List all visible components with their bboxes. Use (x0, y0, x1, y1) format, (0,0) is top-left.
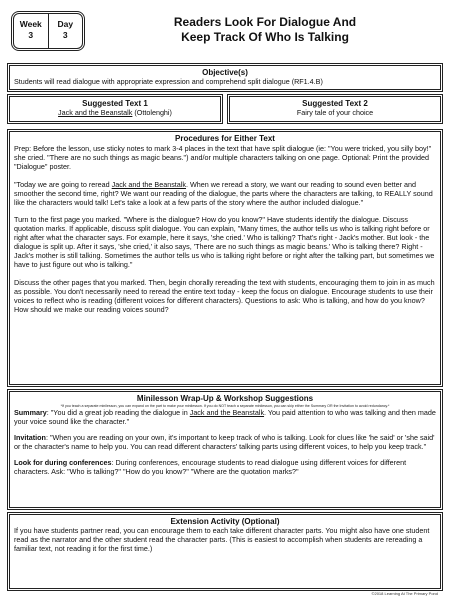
objective-box (9, 65, 441, 90)
invitation-label: Invitation (14, 432, 46, 442)
procedures-other-pages: Discuss the other pages that you marked. Then, begin chorally rereading the text with students, encouraging them to join in as much as possible. You don't necessarily need to reread the entire text today - keep the focus on dialogue. Encourage students to use their voices to reflect who is reading (different voices for different characters). Questions to ask: Who is talking, and how do you know? How should we make our reading voices sound? (14, 277, 435, 314)
procedures-intro-book: Jack and the Beanstalk (111, 179, 186, 189)
suggested-text-2-heading: Suggested Text 2 (302, 99, 368, 108)
week-number: 3 (28, 30, 34, 40)
suggested-text-2-text: Fairy tale of your choice (296, 108, 374, 117)
page-title (95, 15, 435, 45)
copyright-footer: ©2018 Learning At The Primary Pond (371, 591, 438, 596)
procedures-heading: Procedures for Either Text (175, 134, 275, 143)
suggested-text-1-heading: Suggested Text 1 (82, 99, 148, 108)
day-cell (48, 14, 83, 48)
title-line-2: Keep Track Of Who Is Talking (181, 30, 349, 44)
title-line-1: Readers Look For Dialogue And (173, 15, 357, 29)
invitation-text: : "When you are reading on your own, it's important to keep track of who is talking. Look for clues like 'he said' or 'she said' or the character's name to help you. You can read different characters' talking parts using different voices, to help you keep track." (14, 432, 435, 451)
suggested-text-1-box (9, 96, 221, 122)
conferences-text: : During conferences, encourage students to read dialogue using different voices for different characters. Ask: "Who is talking?" "How do you know?" "Where are the quotation marks?" (14, 457, 407, 476)
minilesson-summary (14, 409, 436, 427)
week-label: Week (19, 19, 42, 29)
summary-book: Jack and the Beanstalk (189, 408, 265, 417)
summary-text-b: . You paid attention to who was talking and then made your voice sound like the character." (14, 408, 436, 426)
extension-text: If you have students partner read, you can encourage them to each take different character parts. You might also have one student read as the narrator and the other student read the character parts. (This is easiest to accomplish when students are rereading a familiar text, not reading it for the first time.) (14, 526, 430, 553)
minilesson-heading: Minilesson Wrap-Up & Workshop Suggestions (136, 394, 314, 403)
summary-text-a: : "You did a great job reading the dialogue in (46, 408, 190, 417)
suggested-text-2-box (229, 96, 441, 122)
procedures-first-page: Turn to the first page you marked. "Where is the dialogue? How do you know?" Have students identify the dialogue. Discuss quotation marks. If applicable, discuss split dialogue. You can explain, "Many times, the author tells us who is talking right before or right after what the character says. For example, here it says, 'she cried.' Who is talking? That's right - Jack's mother. But look - the dialogue is split up. After it says, 'she cried,' it also says, 'There are no such things as magic beans.' Who is talking there? Right - Jack's mother is still talking. Sometimes the author tells us who is talking right before or right after the talking part, but sometimes we have to just figure out who is talking." (14, 215, 435, 269)
day-number: 3 (62, 30, 68, 40)
day-label: Day (57, 19, 74, 29)
conferences-label: Look for during conferences (14, 457, 112, 467)
suggested-text-1-author: (Ottolenghi) (132, 108, 172, 117)
objective-text: Students will read dialogue with appropriate expression and comprehend split dialogue (RF1.4.B) (14, 77, 323, 86)
procedures-intro-a: "Today we are going to reread (14, 179, 112, 189)
week-cell (14, 14, 48, 48)
minilesson-body (14, 409, 436, 476)
week-day-badge (13, 13, 83, 49)
minilesson-invitation (14, 434, 436, 452)
procedures-intro (14, 181, 436, 208)
minilesson-fine-print: *If you teach a separate minilesson, you can expand on the part to make your minilesson. If you do NOT teach a separate minilesson, you can skip either the Summary OR the Invitation to avoid redundancy.* (60, 404, 390, 408)
procedures-prep: Prep: Before the lesson, use sticky notes to mark 3-4 places in the text that have split dialogue (ie: "You were tricked, you silly boy!" she cried. "There are no such things as magic beans.") and/or multiple characters talking on one page. Optional: Print the provided "Dialogue" poster. (14, 144, 432, 171)
procedures-intro-b: . When we reread a story, we want our reading to sound even better and smoother the second time, right? We want our reading of the dialogue, the parts where the characters are talking, to REALLY sound like the characters would talk! Let's take a look at a few parts of the story where the author included dialogue." (14, 179, 433, 207)
suggested-text-1-book: Jack and the Beanstalk (58, 108, 133, 117)
extension-box (9, 514, 441, 589)
suggested-text-1-line (10, 109, 220, 118)
procedures-box (9, 131, 441, 385)
summary-label: Summary (14, 408, 47, 417)
extension-heading: Extension Activity (Optional) (170, 517, 280, 526)
procedures-body (14, 145, 436, 315)
objective-heading: Objective(s) (202, 68, 248, 77)
minilesson-box (9, 391, 441, 508)
minilesson-conferences (14, 459, 436, 477)
